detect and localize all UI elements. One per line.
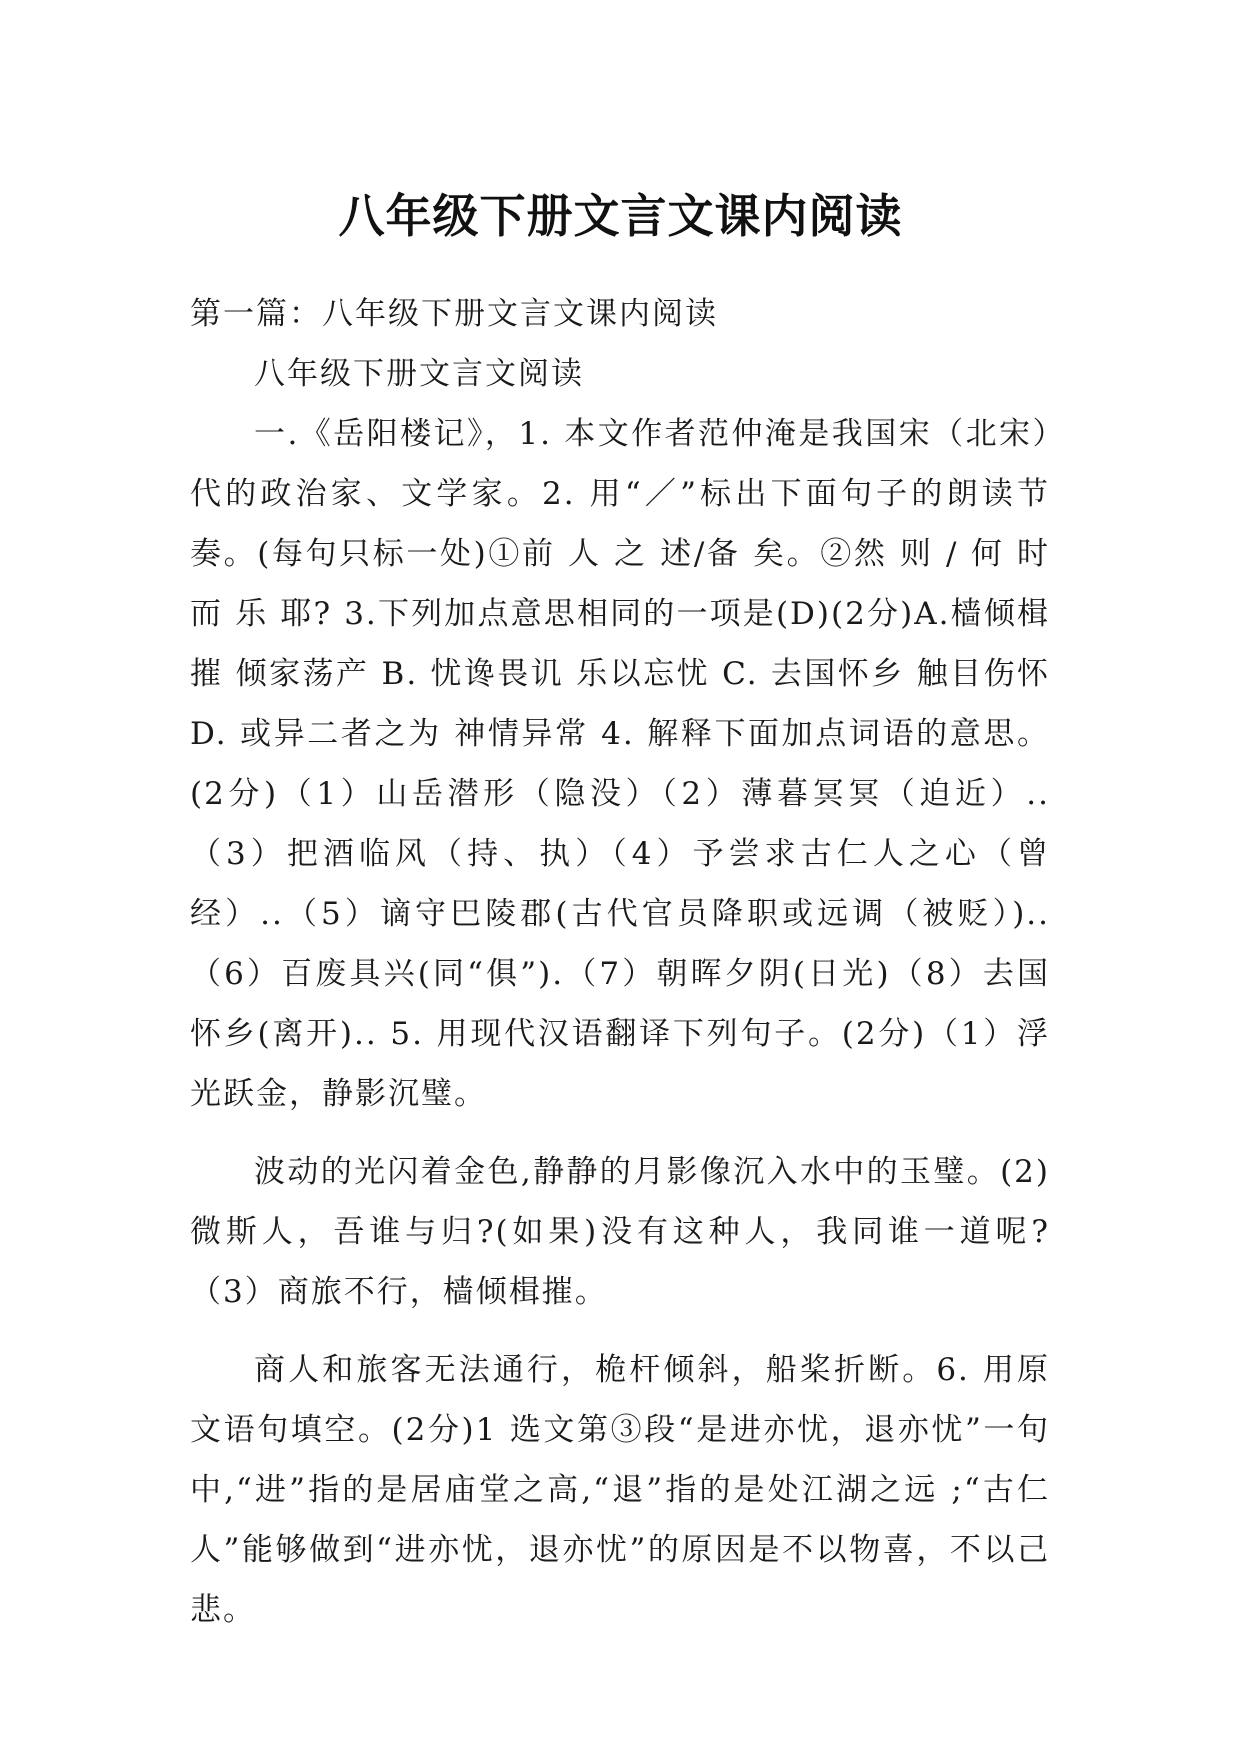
document-title: 八年级下册文言文课内阅读 [338, 188, 903, 243]
paragraph-3: 一.《岳阳楼记》，1. 本文作者范仲淹是我国宋（北宋）代的政治家、文学家。2. 用“／”标出下面句子的朗读节奏。(每句只标一处)①前 人 之 述/备 矣。②然 则 / 何 时 而 乐 耶? 3.下列加点意思相同的一项是(D)(2分)A.樯倾楫摧 倾家荡产 B. 忧谗畏讥 乐以忘忧 C. 去国怀乡 触目伤怀 D. 或异二者之为 神情异常 4. 解释下面加点词语的意思。(2分)（1）山岳潜形（隐没）（2）薄暮冥冥（迫近）..（3）把酒临风（持、执）（4）予尝求古仁人之心（曾经）..（5）谪守巴陵郡(古代官员降职或远调（被贬）)..（6）百废具兴(同“俱”).（7）朝晖夕阴(日光)（8）去国怀乡(离开).. 5. 用现代汉语翻译下列句子。(2分)（1）浮光跃金，静影沉璧。 [190, 416, 1050, 1112]
paragraph-1: 第一篇：八年级下册文言文课内阅读 [190, 296, 718, 332]
paragraph-4: 波动的光闪着金色,静静的月影像沉入水中的玉璧。(2)微斯人，吾谁与归?(如果)没有这种人，我同谁一道呢?（3）商旅不行，樯倾楫摧。 [190, 1154, 1050, 1310]
paragraph-2: 八年级下册文言文阅读 [254, 356, 584, 392]
document-body [190, 284, 1050, 1640]
paragraph-5: 商人和旅客无法通行，桅杆倾斜，船桨折断。6. 用原文语句填空。(2分)1 选文第③段“是进亦忧，退亦忧”一句中,“进”指的是居庙堂之高,“退”指的是处江湖之远 ;“古仁人”能够做到“进亦忧，退亦忧”的原因是不以物喜，不以己悲。 [190, 1352, 1050, 1628]
